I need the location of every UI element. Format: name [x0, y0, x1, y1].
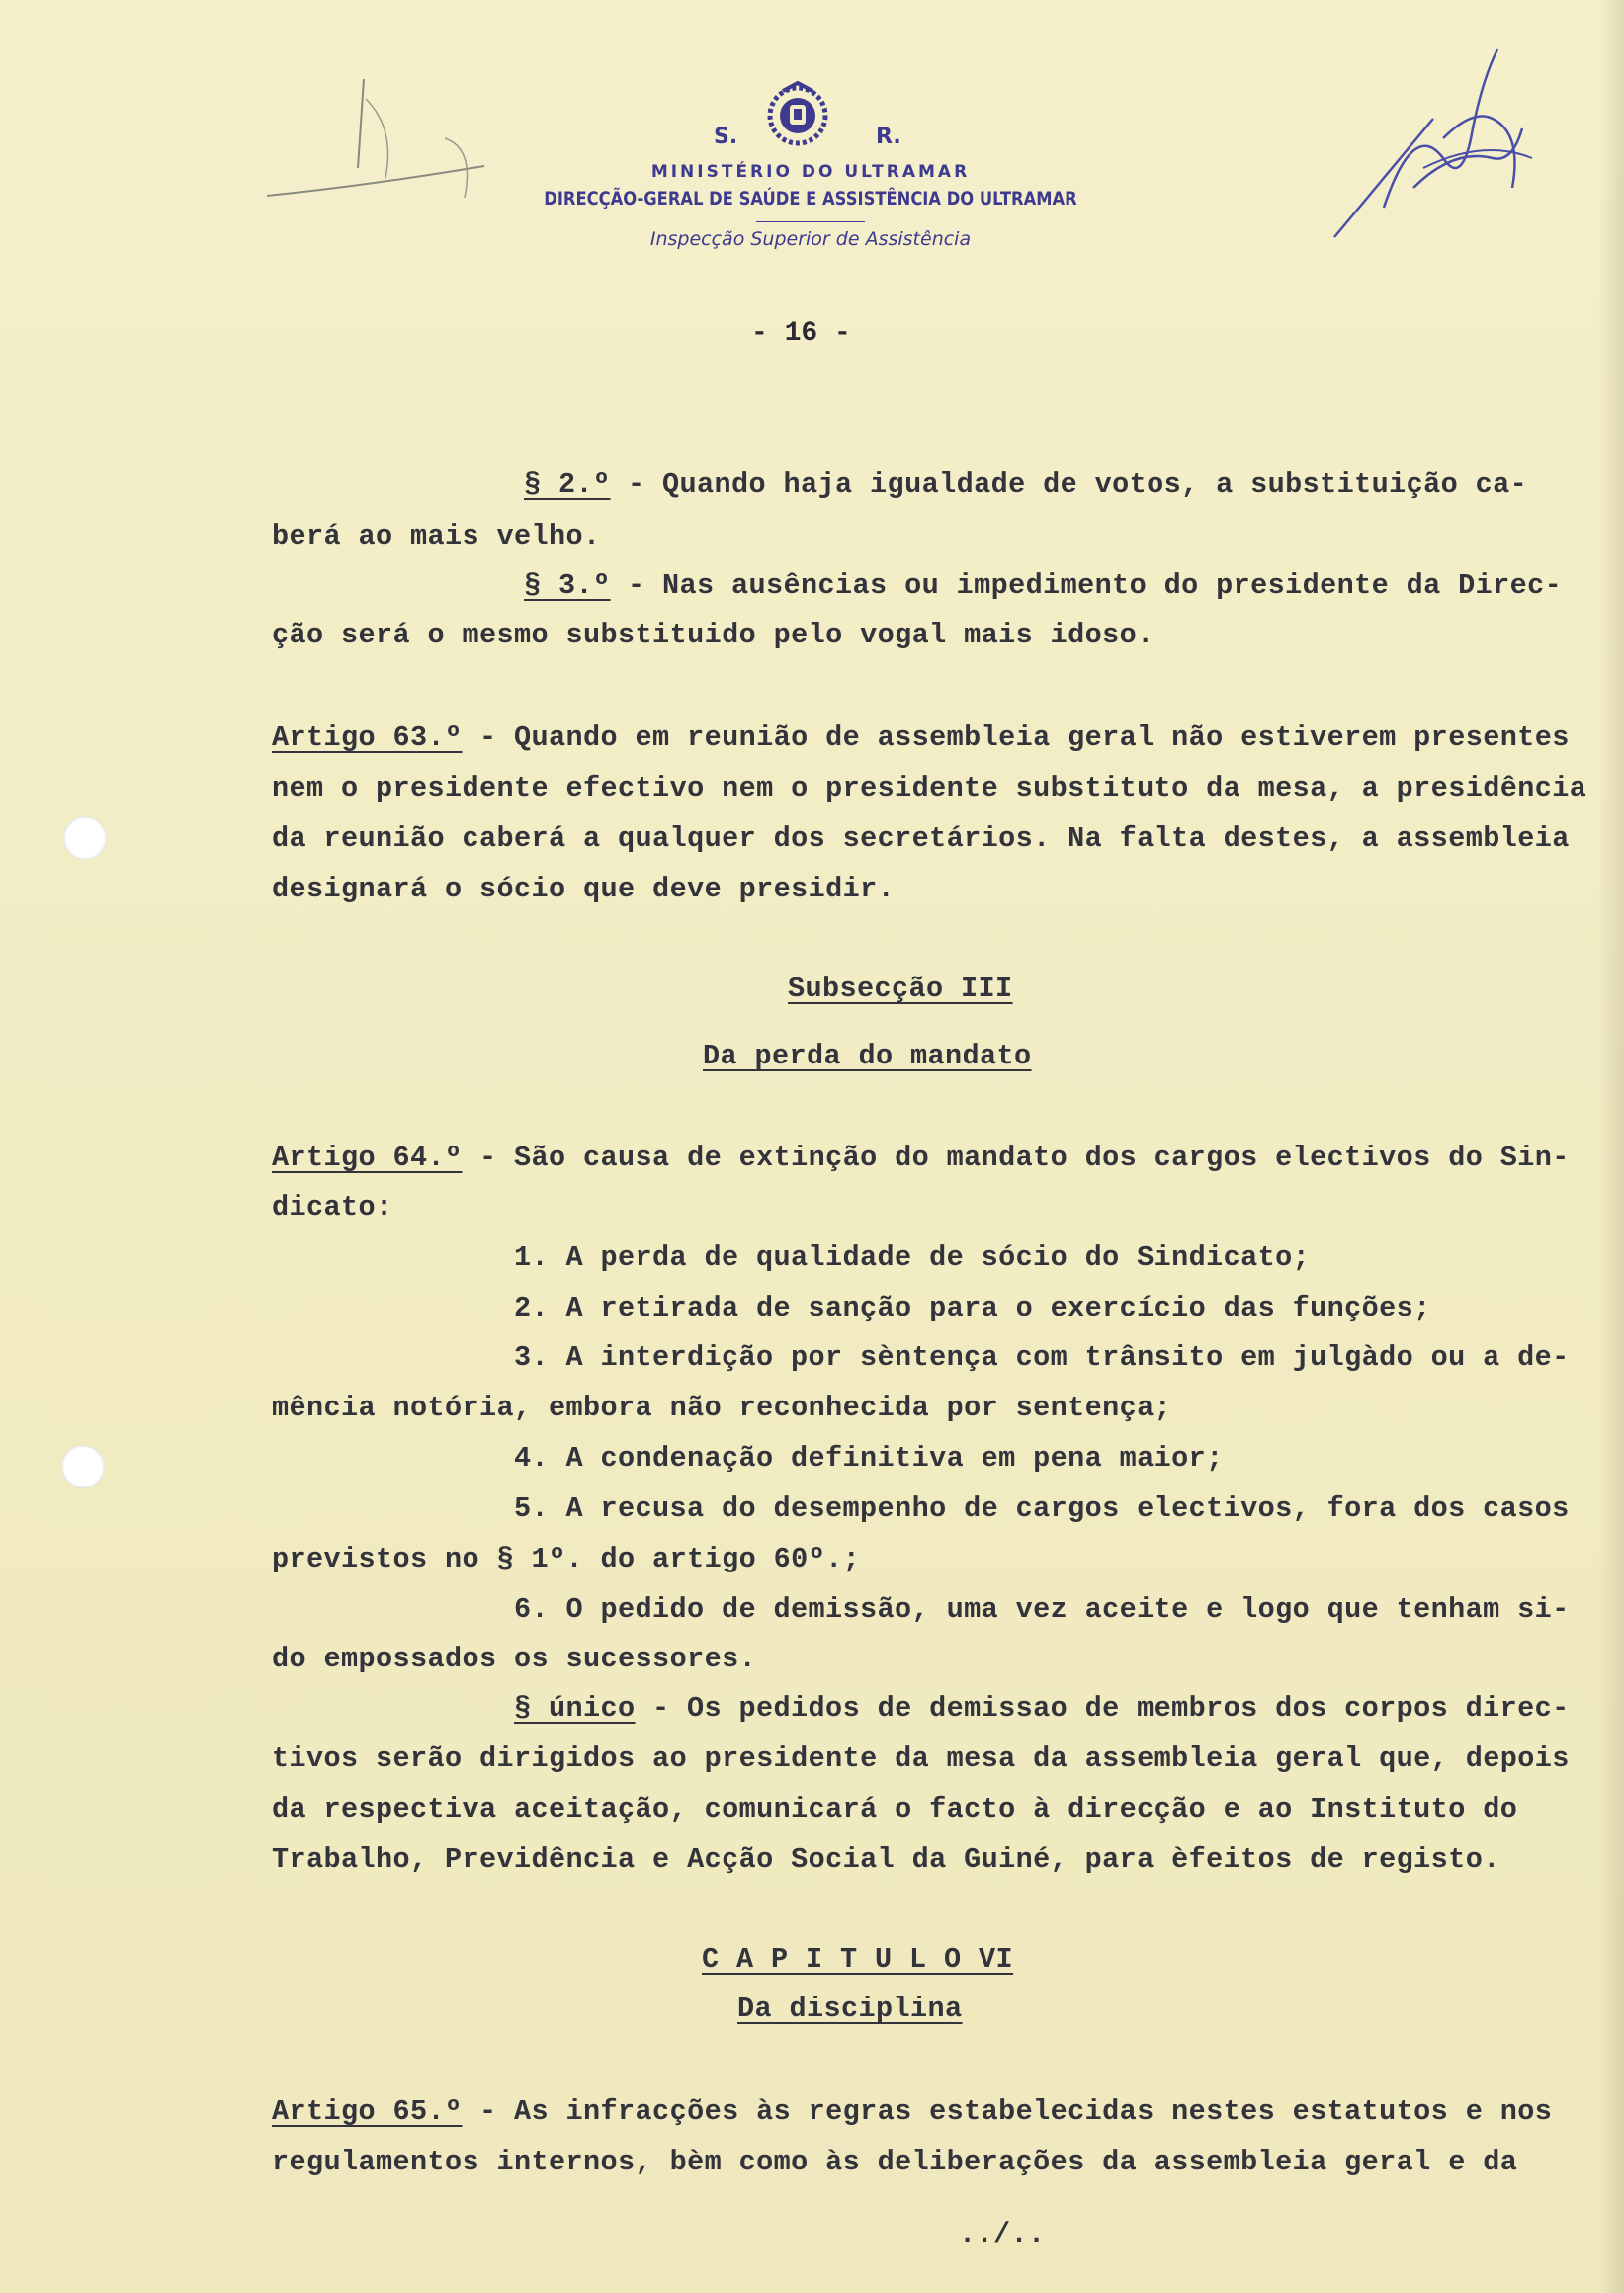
letterhead-left-letter: S.	[714, 125, 738, 149]
paragraph-line: dicato:	[272, 1191, 393, 1224]
list-item: mência notória, embora não reconhecida por sentença;	[272, 1392, 1172, 1424]
paragraph-line: da respectiva aceitação, comunicará o facto à direcção e ao Instituto do	[272, 1793, 1518, 1826]
letterhead-divider	[756, 221, 865, 222]
article-reference: Artigo 64.º	[272, 1142, 463, 1174]
punch-hole	[61, 1445, 105, 1488]
direction-name: DIRECÇÃO-GERAL DE SAÚDE E ASSISTÊNCIA DO ULTRAMAR	[544, 188, 1077, 210]
article-reference: Artigo 63.º	[272, 722, 463, 754]
paragraph-line	[272, 2095, 1552, 2128]
section-reference: § único	[514, 1692, 636, 1725]
ministry-name: MINISTÉRIO DO ULTRAMAR	[650, 162, 971, 182]
paragraph-line	[514, 1692, 1570, 1725]
paragraph-line: da reunião caberá a qualquer dos secretários. Na falta destes, a assembleia	[272, 822, 1570, 855]
list-item: 1. A perda de qualidade de sócio do Sindicato;	[514, 1241, 1311, 1274]
list-item: 6. O pedido de demissão, uma vez aceite e logo que tenham si-	[514, 1593, 1570, 1626]
text-segment: - Os pedidos de demissao de membros dos corpos direc-	[635, 1692, 1570, 1725]
coat-of-arms-icon	[763, 81, 832, 150]
continuation-mark: ../..	[959, 2218, 1046, 2251]
text-segment: - Quando em reunião de assembleia geral não estiverem presentes	[462, 722, 1570, 754]
section-reference: § 2.º	[524, 468, 611, 501]
list-item: previstos no § 1º. do artigo 60º.;	[272, 1543, 861, 1575]
punch-hole	[63, 816, 107, 860]
paragraph-line: regulamentos internos, bèm como às deliberações da assembleia geral e da	[272, 2146, 1518, 2178]
text-segment: - Quando haja igualdade de votos, a substituição ca-	[610, 468, 1528, 501]
list-item: 2. A retirada de sanção para o exercício das funções;	[514, 1292, 1431, 1324]
paragraph-line: ção será o mesmo substituido pelo vogal mais idoso.	[272, 619, 1154, 651]
text-segment: - Nas ausências ou impedimento do presidente da Direc-	[610, 569, 1563, 602]
page-number: - 16 -	[751, 318, 851, 349]
text-segment: - São causa de extinção do mandato dos cargos electivos do Sin-	[462, 1142, 1570, 1174]
signature-icon	[1325, 40, 1552, 257]
section-reference: § 3.º	[524, 569, 611, 602]
list-item: do empossados os sucessores.	[272, 1643, 757, 1675]
list-item: 4. A condenação definitiva em pena maior;	[514, 1442, 1224, 1475]
paragraph-line: nem o presidente efectivo nem o presidente substituto da mesa, a presidência	[272, 772, 1587, 805]
paragraph-line	[524, 468, 1527, 501]
paragraph-line	[272, 722, 1570, 754]
page-edge-shadow	[1598, 0, 1624, 2293]
pencil-annotation-icon	[247, 59, 504, 208]
paragraph-line: berá ao mais velho.	[272, 520, 601, 552]
chapter-title: Da disciplina	[737, 1993, 963, 2025]
text-segment: - As infracções às regras estabelecidas nestes estatutos e nos	[462, 2095, 1553, 2128]
paragraph-line: tivos serão dirigidos ao presidente da mesa da assembleia geral que, depois	[272, 1742, 1570, 1775]
list-item: 3. A interdição por sèntença com trânsito em julgàdo ou a de-	[514, 1341, 1570, 1374]
list-item: 5. A recusa do desempenho de cargos electivos, fora dos casos	[514, 1492, 1570, 1525]
article-reference: Artigo 65.º	[272, 2095, 463, 2128]
letterhead	[494, 77, 1127, 250]
letterhead-right-letter: R.	[876, 125, 901, 149]
paragraph-line	[524, 569, 1562, 602]
paragraph-line: designará o sócio que deve presidir.	[272, 873, 896, 905]
subsection-title: Da perda do mandato	[703, 1040, 1032, 1072]
subsection-heading: Subsecção III	[788, 973, 1013, 1005]
paragraph-line: Trabalho, Previdência e Acção Social da Guiné, para èfeitos de registo.	[272, 1843, 1500, 1876]
chapter-heading: C A P I T U L O VI	[702, 1943, 1014, 1976]
inspection-name: Inspecção Superior de Assistência	[649, 228, 972, 250]
paragraph-line	[272, 1142, 1570, 1174]
